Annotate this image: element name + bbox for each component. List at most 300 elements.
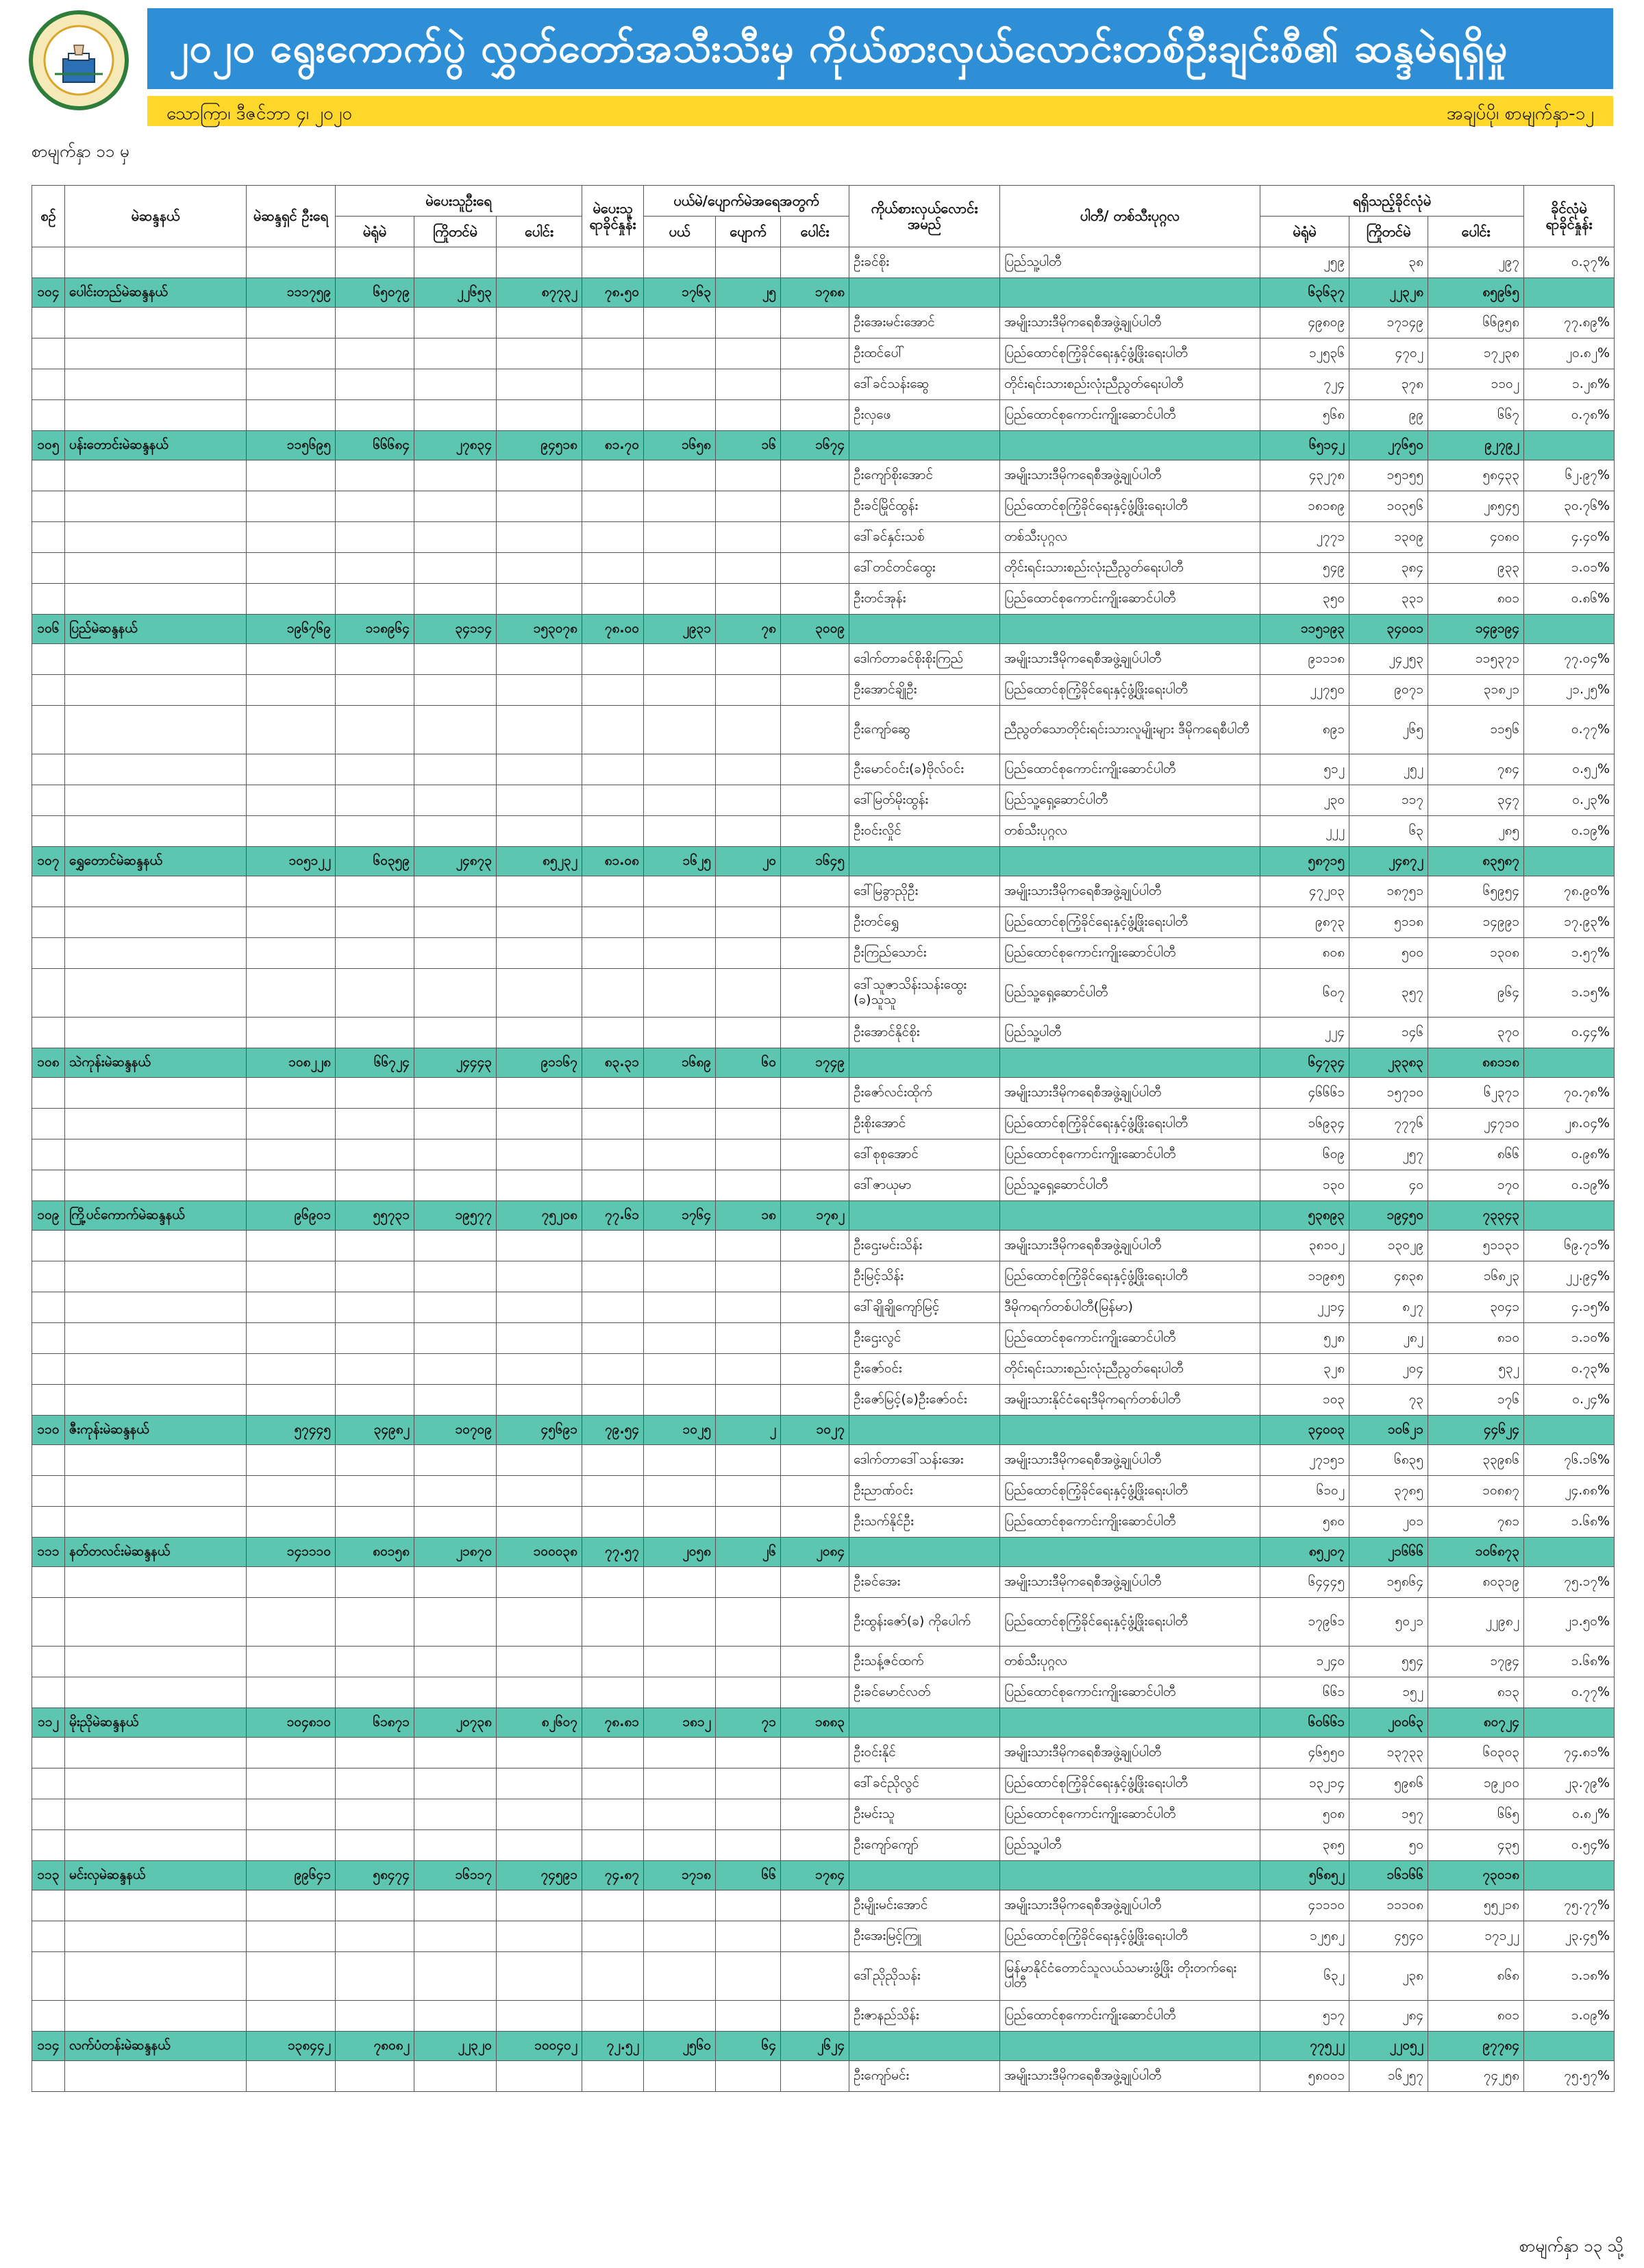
cell-voters-advance: ၂၇၈၃၄ bbox=[414, 431, 497, 460]
cell-turnout bbox=[582, 675, 644, 706]
cell-valid-advance: ၁၅၇ bbox=[1349, 1799, 1428, 1830]
cell-voters-advance bbox=[414, 1078, 497, 1109]
cell-no bbox=[32, 1385, 65, 1416]
cell-valid-total: ၈၅၉၆၅ bbox=[1428, 278, 1524, 308]
cell-rejected bbox=[644, 1738, 716, 1768]
cell-rejected: ၁၇၆၄ bbox=[644, 1201, 716, 1231]
cell-missing bbox=[716, 969, 781, 1018]
cell-party: ပြည်ထောင်စုကောင်းကျိုးဆောင်ပါတီ bbox=[1000, 584, 1260, 615]
cell-candidate: ဦးကျော်ဆွေ bbox=[849, 706, 1000, 754]
cell-valid-advance: ၂၄၈၇၂ bbox=[1349, 847, 1428, 876]
cell-valid-direct: ၈၅၂၀၇ bbox=[1260, 1538, 1349, 1567]
cell-no bbox=[32, 2061, 65, 2092]
cell-invalid-total bbox=[781, 1109, 849, 1139]
cell-voters-advance bbox=[414, 1921, 497, 1952]
cell-constituency bbox=[65, 969, 247, 1018]
cell-constituency: ရွှေတောင်မဲဆန္ဒနယ် bbox=[65, 847, 247, 876]
cell-no bbox=[32, 644, 65, 675]
cell-valid-total: ၈၁၀ bbox=[1428, 1323, 1524, 1354]
cell-candidate: ဒေါ်ခင်နှင်းသစ် bbox=[849, 522, 1000, 553]
cell-missing: ၂၆ bbox=[716, 1538, 781, 1567]
cell-eligible bbox=[247, 1170, 336, 1201]
cell-rejected bbox=[644, 400, 716, 431]
cell-candidate: ဦးထင်ပေါ် bbox=[849, 338, 1000, 369]
candidate-row bbox=[32, 1647, 1615, 1677]
cell-missing bbox=[716, 876, 781, 907]
cell-valid-total: ၈၆၆ bbox=[1428, 1139, 1524, 1170]
cell-valid-advance: ၁၁၁၀၈ bbox=[1349, 1890, 1428, 1921]
col-valid-total: ပေါင်း bbox=[1428, 217, 1524, 247]
cell-constituency bbox=[65, 1385, 247, 1416]
cell-invalid-total bbox=[781, 584, 849, 615]
cell-voters-total bbox=[497, 1354, 582, 1385]
col-invalid-total: ပေါင်း bbox=[781, 217, 849, 247]
cell-valid-total: ၄၄၆၂၄ bbox=[1428, 1416, 1524, 1445]
cell-turnout: ၇၇.၆၁ bbox=[582, 1201, 644, 1231]
cell-rejected bbox=[644, 1567, 716, 1598]
cell-valid-advance: ၇၇၇၆ bbox=[1349, 1109, 1428, 1139]
cell-eligible bbox=[247, 1598, 336, 1647]
cell-candidate: ဒေါ်ဇာယုမာ bbox=[849, 1170, 1000, 1201]
cell-candidate: ဦးမင်းသူ bbox=[849, 1799, 1000, 1830]
cell-rejected bbox=[644, 1507, 716, 1538]
cell-invalid-total bbox=[781, 338, 849, 369]
cell-voters-direct bbox=[336, 1354, 414, 1385]
cell-valid-advance: ၄၀ bbox=[1349, 1170, 1428, 1201]
cell-voters-advance bbox=[414, 1768, 497, 1799]
cell-valid-advance: ၃၄၀၀၁ bbox=[1349, 615, 1428, 644]
cell-valid-direct: ၅၈၀၀၁ bbox=[1260, 2061, 1349, 2092]
cell-constituency bbox=[65, 1647, 247, 1677]
cell-turnout bbox=[582, 938, 644, 969]
candidate-row bbox=[32, 969, 1615, 1018]
cell-party: တိုင်းရင်းသားစည်းလုံးညီညွတ်ရေးပါတီ bbox=[1000, 553, 1260, 584]
cell-voters-total: ၁၀၀၄၀၂ bbox=[497, 2032, 582, 2061]
cell-party bbox=[1000, 1048, 1260, 1078]
cell-eligible: ၉၉၆၄၁ bbox=[247, 1861, 336, 1890]
cell-no: ၁၁၂ bbox=[32, 1708, 65, 1738]
cell-valid-total: ၄၃၅ bbox=[1428, 1830, 1524, 1861]
cell-turnout bbox=[582, 907, 644, 938]
cell-candidate: ဦးကျော်ကျော် bbox=[849, 1830, 1000, 1861]
cell-voters-direct bbox=[336, 584, 414, 615]
cell-constituency bbox=[65, 1170, 247, 1201]
cell-voters-total bbox=[497, 1507, 582, 1538]
candidate-row bbox=[32, 644, 1615, 675]
cell-no bbox=[32, 1952, 65, 2001]
cell-eligible bbox=[247, 876, 336, 907]
cell-valid-total: ၁၁၅၆ bbox=[1428, 706, 1524, 754]
cell-invalid-total: ၁၈၈၃ bbox=[781, 1708, 849, 1738]
cell-valid-total: ၃၄၇ bbox=[1428, 785, 1524, 816]
cell-valid-total: ၅၅၂၁၈ bbox=[1428, 1890, 1524, 1921]
cell-invalid-total bbox=[781, 816, 849, 847]
candidate-row bbox=[32, 876, 1615, 907]
cell-valid-advance: ၂၁၆၆၆ bbox=[1349, 1538, 1428, 1567]
cell-percent: ၇၄.၈၁% bbox=[1524, 1738, 1615, 1768]
cell-invalid-total bbox=[781, 1921, 849, 1952]
cell-rejected bbox=[644, 1830, 716, 1861]
cell-candidate: ဦးအေးမင်းအောင် bbox=[849, 308, 1000, 338]
cell-valid-total: ၆၆၇ bbox=[1428, 400, 1524, 431]
cell-valid-advance: ၁၃၀၂၉ bbox=[1349, 1231, 1428, 1261]
cell-percent: ၁.၆၈% bbox=[1524, 1647, 1615, 1677]
cell-voters-advance: ၂၄၄၄၃ bbox=[414, 1048, 497, 1078]
page-title: ၂၀၂၀ ရွေးကောက်ပွဲ လွှတ်တော်အသီးသီးမှ ကိုယ်စားလှယ်လောင်းတစ်ဦးချင်းစီ၏ ဆန္ဒမဲရရှိမှု bbox=[169, 25, 1508, 71]
cell-rejected bbox=[644, 1354, 716, 1385]
cell-eligible bbox=[247, 2061, 336, 2092]
cell-party: ပြည်သူ့ရှေ့ဆောင်ပါတီ bbox=[1000, 785, 1260, 816]
cell-voters-total bbox=[497, 584, 582, 615]
cell-eligible bbox=[247, 907, 336, 938]
cell-valid-advance: ၁၁၇ bbox=[1349, 785, 1428, 816]
candidate-row bbox=[32, 938, 1615, 969]
cell-invalid-total bbox=[781, 907, 849, 938]
cell-voters-advance: ၁၉၅၇၇ bbox=[414, 1201, 497, 1231]
cell-candidate: ဒေါ်ညိုညိုသန်း bbox=[849, 1952, 1000, 2001]
cell-voters-total bbox=[497, 1890, 582, 1921]
cell-voters-advance: ၂၁၈၇၀ bbox=[414, 1538, 497, 1567]
cell-no bbox=[32, 785, 65, 816]
cell-percent: ၀.၄၄% bbox=[1524, 1018, 1615, 1048]
cell-invalid-total bbox=[781, 1231, 849, 1261]
cell-constituency bbox=[65, 1139, 247, 1170]
cell-no bbox=[32, 1830, 65, 1861]
table-body bbox=[32, 247, 1615, 2092]
cell-rejected bbox=[644, 1677, 716, 1708]
cell-voters-direct bbox=[336, 1738, 414, 1768]
cell-party: ပြည်ထောင်စုကြံ့ခိုင်ရေးနှင့်ဖွံ့ဖြိုးရေးပါတီ bbox=[1000, 1476, 1260, 1507]
col-turnout: မဲပေးသူ ရာခိုင်နှုန်း bbox=[582, 186, 644, 247]
cell-voters-total: ၉၁၁၆၇ bbox=[497, 1048, 582, 1078]
cell-eligible bbox=[247, 400, 336, 431]
cell-invalid-total bbox=[781, 876, 849, 907]
cell-turnout bbox=[582, 400, 644, 431]
cell-missing bbox=[716, 1799, 781, 1830]
cell-invalid-total bbox=[781, 1598, 849, 1647]
candidate-row bbox=[32, 491, 1615, 522]
cell-percent: ၂၁.၂၅% bbox=[1524, 675, 1615, 706]
cell-invalid-total bbox=[781, 1738, 849, 1768]
cell-party: တိုင်းရင်းသားစည်းလုံးညီညွတ်ရေးပါတီ bbox=[1000, 369, 1260, 400]
cell-turnout bbox=[582, 1830, 644, 1861]
cell-voters-direct bbox=[336, 553, 414, 584]
cell-voters-direct bbox=[336, 1768, 414, 1799]
cell-turnout bbox=[582, 1677, 644, 1708]
cell-valid-total: ၁၇၂၃၈ bbox=[1428, 338, 1524, 369]
cell-valid-total: ၅၃၂ bbox=[1428, 1354, 1524, 1385]
cell-constituency bbox=[65, 1598, 247, 1647]
cell-turnout bbox=[582, 1952, 644, 2001]
col-valid-direct: မဲရုံမဲ bbox=[1260, 217, 1349, 247]
cell-no bbox=[32, 969, 65, 1018]
cell-valid-direct: ၉၁၁၁၈ bbox=[1260, 644, 1349, 675]
cell-voters-advance bbox=[414, 1647, 497, 1677]
cell-voters-advance bbox=[414, 1139, 497, 1170]
cell-turnout bbox=[582, 2061, 644, 2092]
cell-voters-total bbox=[497, 308, 582, 338]
election-commission-logo bbox=[27, 5, 130, 126]
cell-valid-direct: ၆၄၇၃၄ bbox=[1260, 1048, 1349, 1078]
cell-invalid-total bbox=[781, 754, 849, 785]
cell-voters-direct: ၅၅၇၃၁ bbox=[336, 1201, 414, 1231]
candidate-row bbox=[32, 522, 1615, 553]
cell-missing: ၆၆ bbox=[716, 1861, 781, 1890]
cell-party: တစ်သီးပုဂ္ဂလ bbox=[1000, 1647, 1260, 1677]
cell-rejected bbox=[644, 247, 716, 278]
cell-missing bbox=[716, 1952, 781, 2001]
cell-eligible bbox=[247, 706, 336, 754]
cell-rejected: ၁၆၂၅ bbox=[644, 847, 716, 876]
cell-eligible bbox=[247, 522, 336, 553]
cell-voters-direct bbox=[336, 2001, 414, 2032]
cell-party: အမျိုးသားဒီမိုကရေစီအဖွဲ့ချုပ်ပါတီ bbox=[1000, 460, 1260, 491]
cell-percent: ၂၃.၄၅% bbox=[1524, 1921, 1615, 1952]
cell-voters-advance bbox=[414, 1354, 497, 1385]
cell-valid-direct: ၃၅၀ bbox=[1260, 584, 1349, 615]
cell-percent: ၇၇.၀၄% bbox=[1524, 644, 1615, 675]
cell-percent: ၀.၈၆% bbox=[1524, 584, 1615, 615]
cell-invalid-total bbox=[781, 1677, 849, 1708]
cell-voters-advance: ၁၆၁၁၇ bbox=[414, 1861, 497, 1890]
cell-voters-advance bbox=[414, 553, 497, 584]
cell-constituency bbox=[65, 1567, 247, 1598]
cell-party: တစ်သီးပုဂ္ဂလ bbox=[1000, 816, 1260, 847]
cell-valid-total: ၁၆၈၂၃ bbox=[1428, 1261, 1524, 1292]
cell-candidate: ဒေါ်မြခွာညိုဦး bbox=[849, 876, 1000, 907]
cell-candidate: ဦးထွန်းဇော်(ခ) ကိုပေါက် bbox=[849, 1598, 1000, 1647]
cell-voters-advance: ၁၀၇၀၉ bbox=[414, 1416, 497, 1445]
cell-percent: ၇၅.၇၇% bbox=[1524, 1890, 1615, 1921]
cell-voters-direct bbox=[336, 338, 414, 369]
cell-voters-advance bbox=[414, 785, 497, 816]
cell-rejected: ၁၇၆၃ bbox=[644, 278, 716, 308]
cell-valid-direct: ၆၅၁၄၂ bbox=[1260, 431, 1349, 460]
candidate-row bbox=[32, 400, 1615, 431]
cell-eligible: ၁၉၆၇၆၉ bbox=[247, 615, 336, 644]
cell-turnout: ၇၈.၀၀ bbox=[582, 615, 644, 644]
cell-valid-advance: ၁၅၇၁၀ bbox=[1349, 1078, 1428, 1109]
cell-percent bbox=[1524, 431, 1615, 460]
cell-valid-advance: ၁၀၃၅၆ bbox=[1349, 491, 1428, 522]
cell-constituency: ပန်းတောင်းမဲဆန္ဒနယ် bbox=[65, 431, 247, 460]
cell-constituency bbox=[65, 369, 247, 400]
cell-valid-advance: ၃၇၈၅ bbox=[1349, 1476, 1428, 1507]
cell-valid-direct: ၃၂၈ bbox=[1260, 1354, 1349, 1385]
cell-party: အမျိုးသားဒီမိုကရေစီအဖွဲ့ချုပ်ပါတီ bbox=[1000, 1890, 1260, 1921]
cell-missing bbox=[716, 816, 781, 847]
cell-eligible bbox=[247, 1677, 336, 1708]
cell-constituency bbox=[65, 1952, 247, 2001]
cell-turnout bbox=[582, 1890, 644, 1921]
cell-turnout bbox=[582, 1323, 644, 1354]
cell-valid-advance: ၂၄၂၅၃ bbox=[1349, 644, 1428, 675]
candidate-row bbox=[32, 1139, 1615, 1170]
cell-rejected bbox=[644, 308, 716, 338]
cell-eligible bbox=[247, 460, 336, 491]
cell-valid-direct: ၃၈၅ bbox=[1260, 1830, 1349, 1861]
cell-voters-advance bbox=[414, 1952, 497, 2001]
cell-invalid-total bbox=[781, 1385, 849, 1416]
cell-no bbox=[32, 754, 65, 785]
constituency-total-row bbox=[32, 615, 1615, 644]
cell-valid-total: ၉၆၄ bbox=[1428, 969, 1524, 1018]
cell-percent: ၀.၇၇% bbox=[1524, 1677, 1615, 1708]
cell-valid-advance: ၁၅၈၆၄ bbox=[1349, 1567, 1428, 1598]
cell-candidate: ဦးကြည်သောင်း bbox=[849, 938, 1000, 969]
cell-turnout bbox=[582, 1738, 644, 1768]
cell-valid-direct: ၅၁၂ bbox=[1260, 754, 1349, 785]
cell-invalid-total: ၁၀၂၇ bbox=[781, 1416, 849, 1445]
cell-party: မြန်မာနိုင်ငံတောင်သူလယ်သမားဖွံ့ဖြိုး တိုးတက်ရေးပါတီ bbox=[1000, 1952, 1260, 2001]
cell-rejected bbox=[644, 969, 716, 1018]
cell-valid-direct: ၆၀၇ bbox=[1260, 969, 1349, 1018]
cell-invalid-total: ၂၀၈၄ bbox=[781, 1538, 849, 1567]
cell-voters-total bbox=[497, 1921, 582, 1952]
cell-candidate bbox=[849, 1538, 1000, 1567]
cell-rejected bbox=[644, 2001, 716, 2032]
cell-rejected bbox=[644, 1261, 716, 1292]
cell-valid-total: ၁၄၉၉၁ bbox=[1428, 907, 1524, 938]
cell-party: ဒီမိုကရက်တစ်ပါတီ(မြန်မာ) bbox=[1000, 1292, 1260, 1323]
cell-turnout: ၈၁.၀၈ bbox=[582, 847, 644, 876]
constituency-total-row bbox=[32, 1708, 1615, 1738]
cell-turnout bbox=[582, 1261, 644, 1292]
cell-voters-total bbox=[497, 1677, 582, 1708]
col-percent: ခိုင်လုံမဲ ရာခိုင်နှုန်း bbox=[1524, 186, 1615, 247]
cell-valid-direct: ၆၆၁ bbox=[1260, 1677, 1349, 1708]
cell-candidate bbox=[849, 1201, 1000, 1231]
cell-voters-total bbox=[497, 816, 582, 847]
cell-eligible: ၁၄၁၁၁၀ bbox=[247, 1538, 336, 1567]
cell-voters-total bbox=[497, 2001, 582, 2032]
cell-party: ပြည်ထောင်စုကောင်းကျိုးဆောင်ပါတီ bbox=[1000, 1507, 1260, 1538]
cell-constituency: ပြည်မဲဆန္ဒနယ် bbox=[65, 615, 247, 644]
cell-eligible bbox=[247, 1231, 336, 1261]
cell-candidate: ဒေါ်ခင်သန်းဆွေ bbox=[849, 369, 1000, 400]
candidate-row bbox=[32, 247, 1615, 278]
cell-percent: ၄.၁၅% bbox=[1524, 1292, 1615, 1323]
cell-constituency bbox=[65, 1476, 247, 1507]
cell-valid-direct: ၂၂၄ bbox=[1260, 1018, 1349, 1048]
cell-voters-advance bbox=[414, 491, 497, 522]
col-voters-total: ပေါင်း bbox=[497, 217, 582, 247]
cell-valid-advance: ၂၅၂ bbox=[1349, 754, 1428, 785]
candidate-row bbox=[32, 1018, 1615, 1048]
cell-percent: ၂၃.၇၉% bbox=[1524, 1768, 1615, 1799]
cell-rejected bbox=[644, 675, 716, 706]
col-voters-advance: ကြိုတင်မဲ bbox=[414, 217, 497, 247]
cell-missing bbox=[716, 522, 781, 553]
cell-eligible bbox=[247, 553, 336, 584]
cell-voters-total bbox=[497, 522, 582, 553]
cell-valid-advance: ၂၂၃၂၈ bbox=[1349, 278, 1428, 308]
cell-voters-direct bbox=[336, 1385, 414, 1416]
cell-valid-direct: ၆၁၀၂ bbox=[1260, 1476, 1349, 1507]
cell-turnout bbox=[582, 754, 644, 785]
cell-valid-advance: ၅၁၁၈ bbox=[1349, 907, 1428, 938]
cell-turnout bbox=[582, 1598, 644, 1647]
cell-voters-direct bbox=[336, 1323, 414, 1354]
cell-valid-total: ၄၀၈၀ bbox=[1428, 522, 1524, 553]
cell-valid-direct: ၉၈၇၃ bbox=[1260, 907, 1349, 938]
cell-valid-total: ၇၃၀၁၈ bbox=[1428, 1861, 1524, 1890]
cell-valid-direct: ၅၆၈ bbox=[1260, 400, 1349, 431]
cell-missing bbox=[716, 1385, 781, 1416]
cell-candidate: ဦးကျော်စိုးအောင် bbox=[849, 460, 1000, 491]
cell-rejected bbox=[644, 816, 716, 847]
cell-constituency bbox=[65, 938, 247, 969]
cell-eligible bbox=[247, 1738, 336, 1768]
cell-valid-advance: ၂၀၄ bbox=[1349, 1354, 1428, 1385]
cell-valid-advance: ၅၉၈၆ bbox=[1349, 1768, 1428, 1799]
cell-valid-direct: ၁၂၅၈၂ bbox=[1260, 1921, 1349, 1952]
candidate-row bbox=[32, 907, 1615, 938]
cell-candidate bbox=[849, 1048, 1000, 1078]
cell-voters-total bbox=[497, 491, 582, 522]
cell-voters-total bbox=[497, 1170, 582, 1201]
cell-eligible bbox=[247, 1385, 336, 1416]
cell-no: ၁၁၀ bbox=[32, 1416, 65, 1445]
cell-no: ၁၀၄ bbox=[32, 278, 65, 308]
cell-valid-direct: ၄၉၈၀၉ bbox=[1260, 308, 1349, 338]
cell-voters-total bbox=[497, 754, 582, 785]
cell-eligible: ၁၀၄၈၁၀ bbox=[247, 1708, 336, 1738]
cell-turnout: ၇၈.၅၀ bbox=[582, 278, 644, 308]
cell-invalid-total bbox=[781, 2001, 849, 2032]
cell-rejected bbox=[644, 938, 716, 969]
cell-candidate bbox=[849, 431, 1000, 460]
cell-valid-direct: ၇၇၅၂၂ bbox=[1260, 2032, 1349, 2061]
cell-voters-advance bbox=[414, 1677, 497, 1708]
cell-voters-direct bbox=[336, 644, 414, 675]
cell-percent: ၀.၂၃% bbox=[1524, 785, 1615, 816]
cell-constituency bbox=[65, 785, 247, 816]
cell-constituency bbox=[65, 1830, 247, 1861]
cell-eligible bbox=[247, 1078, 336, 1109]
cell-valid-total: ၈၆၈ bbox=[1428, 1952, 1524, 2001]
cell-valid-direct: ၁၁၅၁၉၃ bbox=[1260, 615, 1349, 644]
cell-valid-direct: ၆၃၂ bbox=[1260, 1952, 1349, 2001]
cell-invalid-total bbox=[781, 1170, 849, 1201]
cell-valid-direct: ၁၂၄၀ bbox=[1260, 1647, 1349, 1677]
cell-voters-direct bbox=[336, 1231, 414, 1261]
cell-voters-direct bbox=[336, 491, 414, 522]
cell-party: အမျိုးသားဒီမိုကရေစီအဖွဲ့ချုပ်ပါတီ bbox=[1000, 1567, 1260, 1598]
cell-candidate: ဦးမြင့်သိန်း bbox=[849, 1261, 1000, 1292]
constituency-total-row bbox=[32, 1538, 1615, 1567]
cell-no bbox=[32, 584, 65, 615]
cell-missing bbox=[716, 706, 781, 754]
cell-party: အမျိုးသားဒီမိုကရေစီအဖွဲ့ချုပ်ပါတီ bbox=[1000, 1231, 1260, 1261]
cell-valid-advance: ၁၅၁၅၅ bbox=[1349, 460, 1428, 491]
candidate-row bbox=[32, 1799, 1615, 1830]
cell-party: အမျိုးသားဒီမိုကရေစီအဖွဲ့ချုပ်ပါတီ bbox=[1000, 2061, 1260, 2092]
cell-voters-direct bbox=[336, 1952, 414, 2001]
cell-voters-advance bbox=[414, 338, 497, 369]
cell-candidate: ဦးခင်မောင်လတ် bbox=[849, 1677, 1000, 1708]
cell-percent bbox=[1524, 615, 1615, 644]
cell-candidate: ဦးဝင်းနိုင် bbox=[849, 1738, 1000, 1768]
candidate-row bbox=[32, 1476, 1615, 1507]
cell-voters-direct bbox=[336, 754, 414, 785]
cell-voters-advance: ၂၂၃၂၀ bbox=[414, 2032, 497, 2061]
cell-constituency: ဇီးကုန်းမဲဆန္ဒနယ် bbox=[65, 1416, 247, 1445]
cell-eligible bbox=[247, 1647, 336, 1677]
cell-rejected bbox=[644, 1170, 716, 1201]
cell-valid-direct: ၅၄၉ bbox=[1260, 553, 1349, 584]
cell-voters-direct bbox=[336, 1445, 414, 1476]
